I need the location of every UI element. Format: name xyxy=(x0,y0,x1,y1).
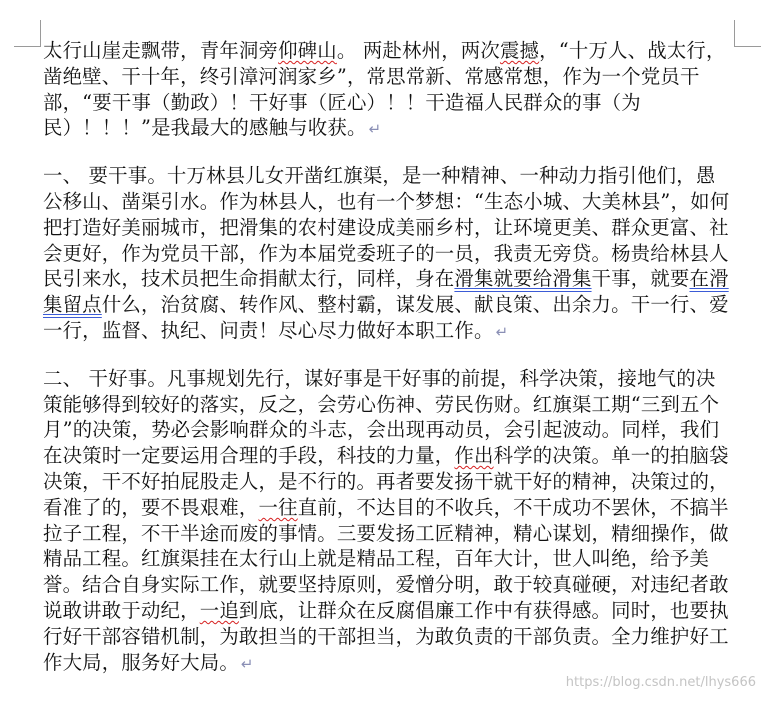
spellcheck-flagged-text: 震撼 xyxy=(499,39,540,62)
paragraph-mark-icon: ↵ xyxy=(368,120,382,139)
paragraph-mark-icon: ↵ xyxy=(495,322,509,341)
spellcheck-flagged-text: 作出 xyxy=(454,444,494,468)
grammar-flagged-text: 在滑集留点 xyxy=(43,267,729,317)
paragraph-mark-icon: ↵ xyxy=(240,654,254,673)
spellcheck-flagged-text: 仰碑山 xyxy=(278,39,337,62)
text-run: 干事，就要 xyxy=(591,267,690,291)
text-run: 到底，让群众在反腐倡廉工作中有获得感。同时，也要执行好干部容错机制，为敢担当的干部担当，为敢负责的干部负责。全力维护好工作大局，服务好大局。 xyxy=(43,598,729,674)
spellcheck-flagged-text: 一追 xyxy=(199,598,239,622)
margin-corner-top-right xyxy=(734,20,761,47)
text-run: ，“十万人、战太行，凿绝壁、干十年，终引漳河润家乡”，常思常新、常感常想，作为一个党员干部，“要干事（勤政）！干好事（匠心）！！干造福人民群众的事（为民）！！！”是我最大的感触与收获。 xyxy=(43,39,726,140)
text-run: 什么，治贫腐、转作风、整村霸，谋发展、献良策、出余力。干一行、爱一行，监督、执纪、问责！尽心尽力做好本职工作。 xyxy=(43,293,729,342)
text-run: 二、 干好事。凡事规划先行，谋好事是干好事的前提，科学决策，接地气的决策能够得到较好的落实，反之，会劳心伤神、劳民伤财。红旗渠工期“三到五个月”的决策，势必会影响群众的斗志，会出现再动员，会引起波动。同样，我们在决策时一定要运用合理的手段，科技的力量， xyxy=(43,366,720,468)
margin-corner-top-left xyxy=(14,20,41,47)
text-run: 一、 要干事。十万林县儿女开凿红旗渠，是一种精神、一种动力指引他们，愚公移山、凿渠引水。作为林县人，也有一个梦想：“生态小城、大美林县”，如何把打造好美丽城市，把滑集的农村建设成美丽乡村，让环境更美、群众更富、社会更好，作为党员干部，作为本届党委班子的一员，我责无旁贷。杨贵给林县人民引来水，技术员把生命捐献太行，同样，身在 xyxy=(43,164,730,291)
paragraph[interactable] xyxy=(43,366,733,678)
watermark: https://blog.csdn.net/lhys666 xyxy=(565,675,756,690)
paragraph[interactable] xyxy=(43,163,733,346)
text-run: 直前，不达目的不收兵，不干成功不罢休，不搞半拉子工程，不干半途而废的事情。三要发扬工匠精神，精心谋划，精细操作，做精品工程。红旗渠挂在太行山上就是精品工程，百年大计，世人叫绝，给予美誉。结合自身实际工作，就要坚持原则，爱憎分明，敢于较真碰硬，对违纪者敢说敢讲敢于动纪， xyxy=(43,495,729,622)
text-run: 科学的决策。单一的拍脑袋决策，干不好拍屁股走人，是不行的。再者要发扬干就干好的精神，决策过的，看准了的，要不畏艰难， xyxy=(43,444,729,519)
spellcheck-flagged-text: 一往 xyxy=(258,495,298,519)
paragraph[interactable] xyxy=(43,38,733,143)
text-run: 太行山崖走飘带，青年洞旁 xyxy=(43,39,279,62)
document-body[interactable] xyxy=(43,38,733,693)
grammar-flagged-text: 滑集就要给滑集 xyxy=(454,267,592,291)
text-run: 。 两赴林州，两次 xyxy=(336,39,500,62)
